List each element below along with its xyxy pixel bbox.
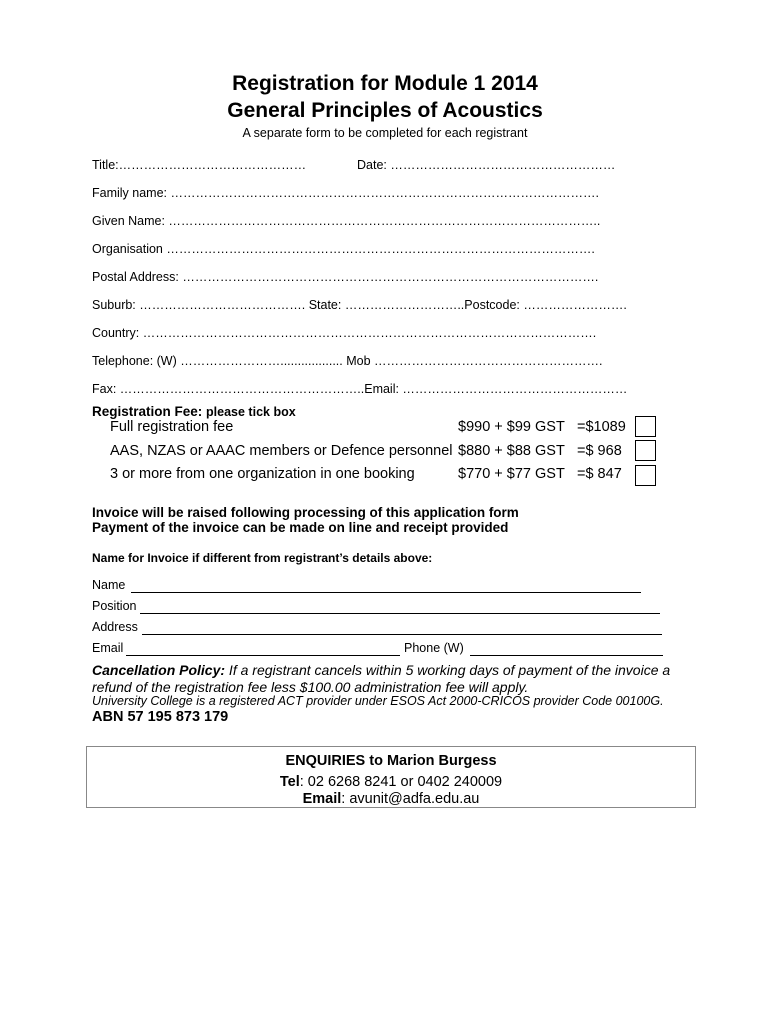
invoice-note-line2: Payment of the invoice can be made on line and receipt provided [92, 520, 509, 535]
tel-label: Tel [279, 774, 300, 790]
fee-row-price: $770 + $77 GST [458, 466, 565, 482]
registration-fee-label: Registration Fee: [92, 404, 203, 419]
fee-row-total: =$1089 [577, 419, 626, 435]
invoice-position-input[interactable] [140, 613, 660, 614]
fax-email-field[interactable]: Fax: …………………………………………………..Email: ……………………………………………… [92, 382, 628, 396]
registration-fee-heading [92, 404, 296, 419]
form-subtitle: A separate form to be completed for each registrant [242, 126, 528, 140]
fee-row-total: =$ 968 [577, 443, 622, 459]
form-title-line1: Registration for Module 1 2014 [232, 72, 538, 95]
enquiries-telephone [86, 774, 696, 790]
telephone-mob-field[interactable]: Telephone: (W) …………………….................. Mob ………………………………………………. [92, 354, 603, 368]
cancellation-policy-line1 [92, 662, 670, 678]
form-title-line2: General Principles of Acoustics [227, 99, 543, 122]
invoice-name-input[interactable] [131, 592, 641, 593]
cancellation-policy-text: If a registrant cancels within 5 working days of payment of the invoice a [225, 662, 671, 678]
invoice-email-input[interactable] [126, 655, 400, 656]
date-field[interactable]: Date: ……………………………………………… [357, 158, 616, 172]
full-fee-checkbox[interactable] [635, 416, 656, 437]
member-fee-checkbox[interactable] [635, 440, 656, 461]
cancellation-policy-line2: refund of the registration fee less $100.00 administration fee will apply. [92, 679, 529, 695]
invoice-phone-label: Phone (W) [404, 641, 464, 655]
organisation-field[interactable]: Organisation …………………………………………………………………………………………. [92, 242, 595, 256]
enquiries-email [86, 791, 696, 807]
invoice-note-line1: Invoice will be raised following processing of this application form [92, 505, 519, 520]
enquiries-heading: ENQUIRIES to Marion Burgess [285, 753, 497, 769]
invoice-name-label: Name [92, 578, 126, 592]
fee-row-total: =$ 847 [577, 466, 622, 482]
given-name-field[interactable]: Given Name: ………………………………………………………………………………………….. [92, 214, 601, 228]
fee-row-label: Full registration fee [110, 419, 234, 435]
fee-row-price: $990 + $99 GST [458, 419, 565, 435]
invoice-position-label: Position [92, 599, 137, 613]
alt-invoice-heading: Name for Invoice if different from registrant’s details above: [92, 551, 433, 565]
email-value[interactable]: : avunit@adfa.edu.au [341, 791, 480, 807]
family-name-field[interactable]: Family name: …………………………………………………………………………………………. [92, 186, 599, 200]
fee-row-label: AAS, NZAS or AAAC members or Defence personnel [110, 443, 453, 459]
provider-statement: University College is a registered ACT provider under ESOS Act 2000-CRICOS provider Code 00100G. [92, 694, 664, 708]
title-field[interactable]: Title:……………………………………… [92, 158, 307, 172]
fee-row-label: 3 or more from one organization in one booking [110, 466, 415, 482]
abn-number: ABN 57 195 873 179 [92, 709, 229, 725]
cancellation-policy-heading: Cancellation Policy: [92, 662, 226, 678]
country-field[interactable]: Country: ………………………………………………………………………………………………. [92, 326, 597, 340]
group-fee-checkbox[interactable] [635, 465, 656, 486]
invoice-phone-input[interactable] [470, 655, 663, 656]
suburb-state-postcode-field[interactable]: Suburb: …………………………………. State: ………………………..Postcode: ……………………. [92, 298, 627, 312]
invoice-address-label: Address [92, 620, 138, 634]
invoice-email-label: Email [92, 641, 124, 655]
invoice-address-input[interactable] [142, 634, 662, 635]
fee-row-price: $880 + $88 GST [458, 443, 565, 459]
tel-value: : 02 6268 8241 or 0402 240009 [299, 774, 503, 790]
email-label: Email [302, 791, 342, 807]
tick-box-note: please tick box [206, 405, 296, 419]
postal-address-field[interactable]: Postal Address: ………………………………………………………………………………………. [92, 270, 599, 284]
